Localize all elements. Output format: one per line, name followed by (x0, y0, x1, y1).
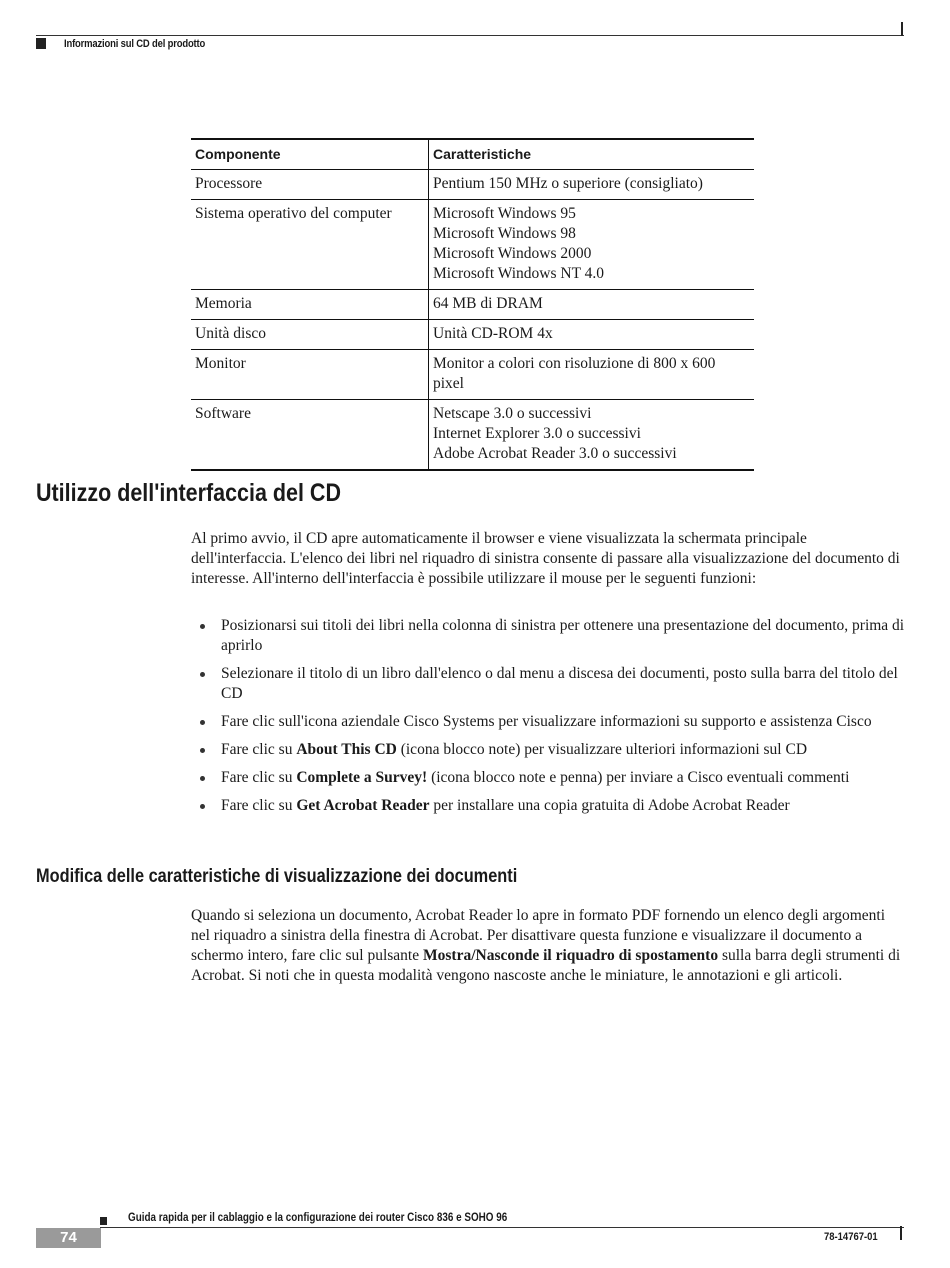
paragraph-text: sulla barra degli strumenti di Acrobat. Si noti che in questa modalità vengono nascoste anche le miniature, le annotazioni e gli articoli. (191, 947, 901, 984)
feature-line: Unità CD-ROM 4x (433, 325, 553, 342)
intro-paragraph: Al primo avvio, il CD apre automaticamente il browser e viene visualizzata la schermata principale dell'interfaccia. L'elenco dei libri nel riquadro di sinistra consente di passare alla visualizzazione del documento di interesse. All'interno dell'interfaccia è possibile utilizzare il mouse per le seguenti funzioni: (191, 530, 900, 587)
header-square-marker (36, 38, 46, 49)
component-cell: Memoria (191, 290, 429, 320)
feature-list (191, 616, 906, 824)
table-row (191, 400, 754, 471)
paragraph-text: Quando si seleziona un documento, Acrobat Reader lo apre in formato PDF fornendo un elenco degli argomenti nel riquadro a sinistra della finestra di Acrobat. Per disattivare questa funzione e visualizzare il documento a schermo intero, fare clic sul pulsante (191, 907, 886, 964)
feature-line: Microsoft Windows 2000 (433, 245, 592, 262)
list-item-text: (icona blocco note) per visualizzare ulteriori informazioni sul CD (396, 741, 808, 758)
header-section-title: Informazioni sul CD del prodotto (64, 38, 206, 50)
footer-tick-mark (900, 1226, 902, 1240)
column-header-features: Caratteristiche (429, 139, 755, 170)
section-heading: Utilizzo dell'interfaccia del CD (36, 479, 341, 507)
features-cell (429, 290, 755, 320)
bullet-icon (200, 804, 205, 809)
subsection-heading: Modifica delle caratteristiche di visualizzazione dei documenti (36, 866, 518, 887)
list-item-text: Posizionarsi sui titoli dei libri nella colonna di sinistra per ottenere una presentazione del documento, prima di aprirlo (221, 617, 905, 654)
column-header-component: Componente (191, 139, 429, 170)
footer-guide-title: Guida rapida per il cablaggio e la configurazione dei router Cisco 836 e SOHO 96 (128, 1212, 508, 1224)
component-cell: Processore (191, 170, 429, 200)
footer-square-marker (100, 1217, 107, 1225)
list-item (191, 740, 906, 760)
footer-rule (100, 1227, 904, 1228)
feature-line: Microsoft Windows 95 (433, 205, 576, 222)
list-item (191, 796, 906, 816)
component-cell: Monitor (191, 350, 429, 400)
features-cell (429, 200, 755, 290)
feature-line: Monitor a colori con risoluzione di 800 x 600 (433, 355, 716, 372)
table-row (191, 290, 754, 320)
features-cell (429, 400, 755, 471)
header-tick-mark (901, 22, 903, 36)
list-item-text: Fare clic su (221, 797, 297, 814)
list-item-bold-text: About This CD (296, 741, 397, 758)
table-row (191, 320, 754, 350)
page-number: 74 (36, 1228, 101, 1248)
list-item (191, 616, 906, 656)
list-item-text: Fare clic sull'icona aziendale Cisco Systems per visualizzare informazioni su supporto e assistenza Cisco (221, 713, 872, 730)
list-item-text: (icona blocco note e penna) per inviare a Cisco eventuali commenti (427, 769, 850, 786)
feature-line: Internet Explorer 3.0 o successivi (433, 425, 641, 442)
header-rule (36, 35, 904, 36)
list-item-bold-text: Complete a Survey! (296, 769, 428, 786)
bullet-icon (200, 720, 205, 725)
list-item-text: Fare clic su (221, 769, 297, 786)
component-cell: Software (191, 400, 429, 471)
list-item (191, 664, 906, 704)
bullet-icon (200, 776, 205, 781)
list-item-text: per installare una copia gratuita di Adobe Acrobat Reader (429, 797, 790, 814)
document-number: 78-14767-01 (824, 1231, 878, 1243)
bullet-icon (200, 672, 205, 677)
list-item (191, 768, 906, 788)
bullet-icon (200, 748, 205, 753)
feature-line: Microsoft Windows NT 4.0 (433, 265, 605, 282)
list-item (191, 712, 906, 732)
feature-line: Pentium 150 MHz o superiore (consigliato) (433, 175, 703, 192)
feature-line: Adobe Acrobat Reader 3.0 o successivi (433, 445, 677, 462)
table-row (191, 170, 754, 200)
features-cell (429, 320, 755, 350)
feature-line: pixel (433, 375, 464, 392)
bullet-icon (200, 624, 205, 629)
component-cell: Unità disco (191, 320, 429, 350)
feature-line: Microsoft Windows 98 (433, 225, 576, 242)
requirements-table (191, 138, 754, 471)
paragraph-bold-text: Mostra/Nasconde il riquadro di spostamento (423, 947, 719, 964)
component-cell: Sistema operativo del computer (191, 200, 429, 290)
features-cell (429, 350, 755, 400)
list-item-bold-text: Get Acrobat Reader (296, 797, 430, 814)
body-paragraph (191, 906, 906, 986)
list-item-text: Fare clic su (221, 741, 297, 758)
table-row (191, 350, 754, 400)
feature-line: 64 MB di DRAM (433, 295, 543, 312)
features-cell (429, 170, 755, 200)
table-header-row (191, 139, 754, 170)
list-item-text: Selezionare il titolo di un libro dall'elenco o dal menu a discesa dei documenti, posto sulla barra del titolo del CD (221, 665, 898, 702)
feature-line: Netscape 3.0 o successivi (433, 405, 592, 422)
table-row (191, 200, 754, 290)
